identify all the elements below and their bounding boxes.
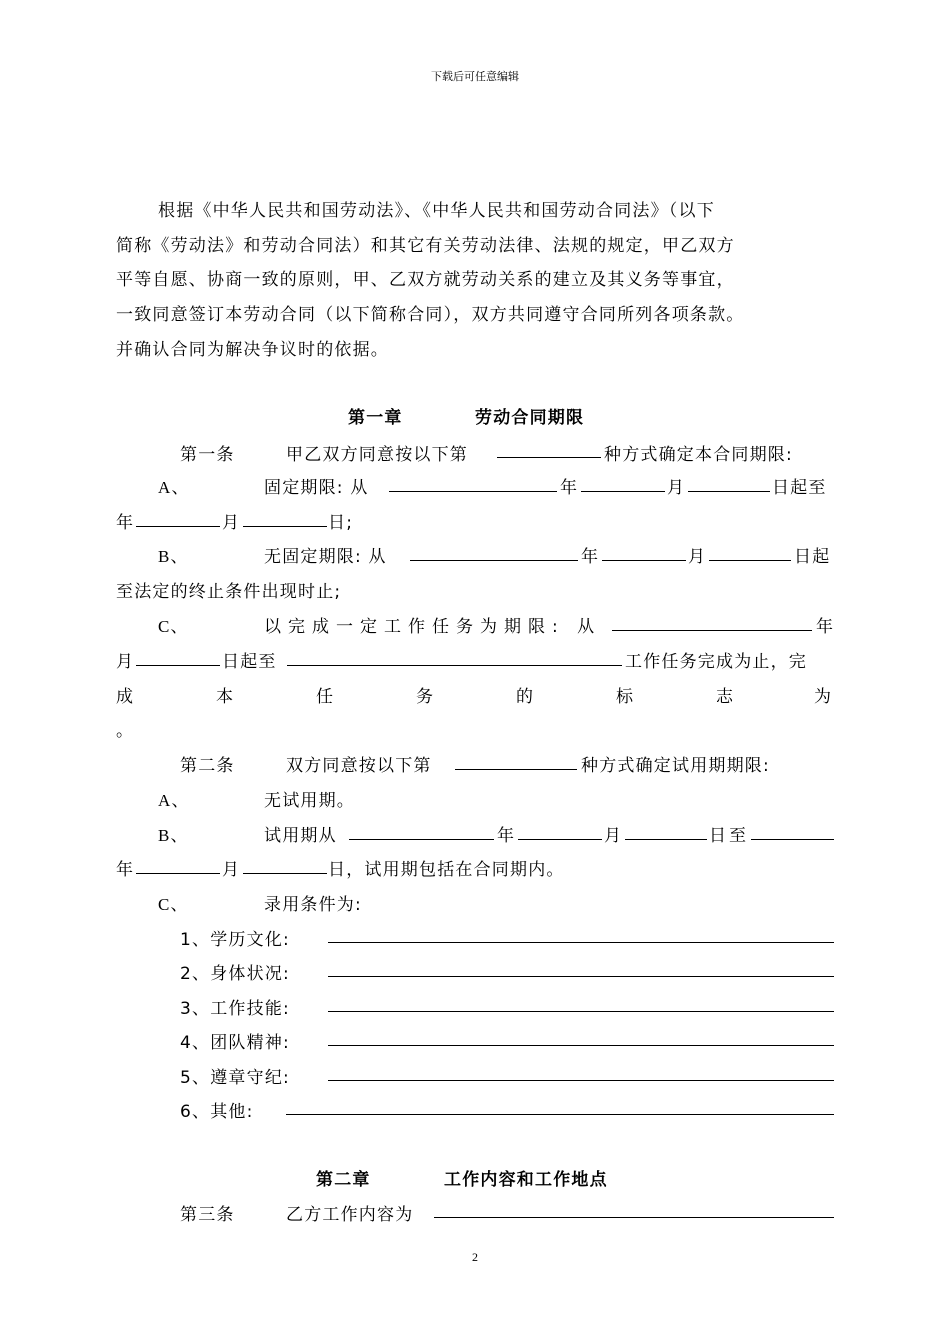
- art2-b-year: 年: [497, 826, 516, 846]
- page-header: 下载后可任意编辑: [431, 70, 519, 83]
- art1-c-end: 。: [116, 721, 135, 741]
- art1-c-mark-6: 志: [716, 687, 735, 707]
- art3-blank: [434, 1217, 834, 1218]
- art1-post: 种方式确定本合同期限:: [604, 445, 793, 465]
- art2-b2-tail: 日，试用期包括在合同期内。: [328, 860, 565, 880]
- condition-2-blank: [328, 976, 834, 977]
- art2-label: 第二条: [180, 756, 235, 776]
- art2-b2-month-blank: [243, 873, 327, 874]
- condition-3-blank: [328, 1011, 834, 1012]
- art2-b2-month: 月: [222, 860, 241, 880]
- art2-pre: 双方同意按以下第: [286, 756, 432, 776]
- art2-b-month: 月: [604, 826, 623, 846]
- art1-c-mark-3: 务: [416, 687, 435, 707]
- art3-label: 第三条: [180, 1205, 235, 1225]
- art1-c-mark-4: 的: [516, 687, 535, 707]
- art1-a-fromto: 日起至: [772, 478, 827, 498]
- art1-c-month-blank: [136, 665, 220, 666]
- art2-blank: [455, 769, 577, 770]
- art1-c-month: 月: [116, 652, 135, 672]
- art1-c-mark-7: 为: [814, 687, 833, 707]
- condition-5: 5、遵章守纪:: [180, 1068, 290, 1088]
- art1-b-month: 月: [688, 547, 707, 567]
- intro-line-1: 根据《中华人民共和国劳动法》、《中华人民共和国劳动合同法》（以下: [158, 201, 715, 221]
- condition-3: 3、工作技能:: [180, 999, 290, 1019]
- art1-a-text: 固定期限: 从: [264, 478, 369, 498]
- art2-c-text: 录用条件为:: [264, 895, 362, 915]
- condition-2: 2、身体状况:: [180, 964, 290, 984]
- art1-c-text: 以完成一定工作任务为期限: 从: [264, 617, 602, 637]
- condition-4: 4、团队精神:: [180, 1033, 290, 1053]
- chapter2-number: 第二章: [316, 1170, 371, 1190]
- art1-c-mark-0: 成: [116, 687, 135, 707]
- condition-4-blank: [328, 1045, 834, 1046]
- intro-line-3: 平等自愿、协商一致的原则，甲、乙双方就劳动关系的建立及其义务等事宜，: [116, 270, 735, 290]
- art1-a-month: 月: [667, 478, 686, 498]
- art1-c-mark-2: 任: [316, 687, 335, 707]
- art1-a2-month-blank: [243, 526, 327, 527]
- art2-b-end-blank: [751, 839, 834, 840]
- condition-6: 6、其他:: [180, 1102, 254, 1122]
- chapter1-number: 第一章: [348, 408, 403, 428]
- art1-b-year: 年: [581, 547, 600, 567]
- art1-c-day-blank: [287, 665, 622, 666]
- art1-a-year: 年: [560, 478, 579, 498]
- intro-line-4: 一致同意签订本劳动合同（以下简称合同），双方共同遵守合同所列各项条款。: [116, 305, 745, 325]
- art1-label: 第一条: [180, 445, 235, 465]
- art1-a2-month: 月: [222, 513, 241, 533]
- art1-c-year: 年: [816, 617, 835, 637]
- condition-5-blank: [328, 1080, 834, 1081]
- art1-b-month-blank: [602, 560, 686, 561]
- art1-c-mark-1: 本: [216, 687, 235, 707]
- art2-b-label: B、: [158, 826, 189, 845]
- art1-b-fromto: 日起: [794, 547, 831, 567]
- intro-line-2: 简称《劳动法》和劳动合同法）和其它有关劳动法律、法规的规定，甲乙双方: [116, 236, 735, 256]
- art2-b-year-blank: [349, 839, 494, 840]
- art1-a2-year-blank: [136, 526, 220, 527]
- art2-b-day-blank: [625, 839, 707, 840]
- art1-c-mark-5: 标: [616, 687, 635, 707]
- chapter2-title: 工作内容和工作地点: [444, 1170, 608, 1190]
- art1-a-year-blank: [389, 491, 557, 492]
- art2-c-label: C、: [158, 895, 189, 914]
- art2-b-to: 至: [729, 826, 748, 846]
- art1-b-text: 无固定期限: 从: [264, 547, 387, 567]
- art1-b-line2: 至法定的终止条件出现时止;: [116, 582, 342, 602]
- art1-a-label: A、: [158, 478, 190, 497]
- art1-c-fromto: 日起至: [222, 652, 277, 672]
- art1-a2-year: 年: [116, 513, 135, 533]
- art1-b-year-blank: [410, 560, 578, 561]
- art2-b-dayto: 日: [709, 826, 728, 846]
- art2-b2-year: 年: [116, 860, 135, 880]
- condition-1-blank: [328, 942, 834, 943]
- art1-c-label: C、: [158, 617, 189, 636]
- intro-line-5: 并确认合同为解决争议时的依据。: [116, 340, 389, 360]
- art1-b-label: B、: [158, 547, 189, 566]
- art2-a-label: A、: [158, 791, 190, 810]
- art1-a2-day: 日;: [328, 513, 354, 533]
- page-number: 2: [472, 1250, 478, 1264]
- art2-a-text: 无试用期。: [264, 791, 355, 811]
- art1-blank: [497, 457, 601, 458]
- art2-b2-year-blank: [136, 873, 220, 874]
- art1-pre: 甲乙双方同意按以下第: [286, 445, 468, 465]
- condition-1: 1、学历文化:: [180, 930, 290, 950]
- art1-a-month-blank: [581, 491, 665, 492]
- art1-b-day-blank: [709, 560, 791, 561]
- art3-text: 乙方工作内容为: [286, 1205, 414, 1225]
- art2-b-month-blank: [518, 839, 602, 840]
- art2-post: 种方式确定试用期期限:: [581, 756, 770, 776]
- art2-b-text: 试用期从: [264, 826, 337, 846]
- art1-c-year-blank: [612, 630, 812, 631]
- condition-6-blank: [286, 1114, 834, 1115]
- art1-c-task-done: 工作任务完成为止，完: [625, 652, 807, 672]
- art1-a-day-blank: [688, 491, 770, 492]
- chapter1-title: 劳动合同期限: [475, 408, 585, 428]
